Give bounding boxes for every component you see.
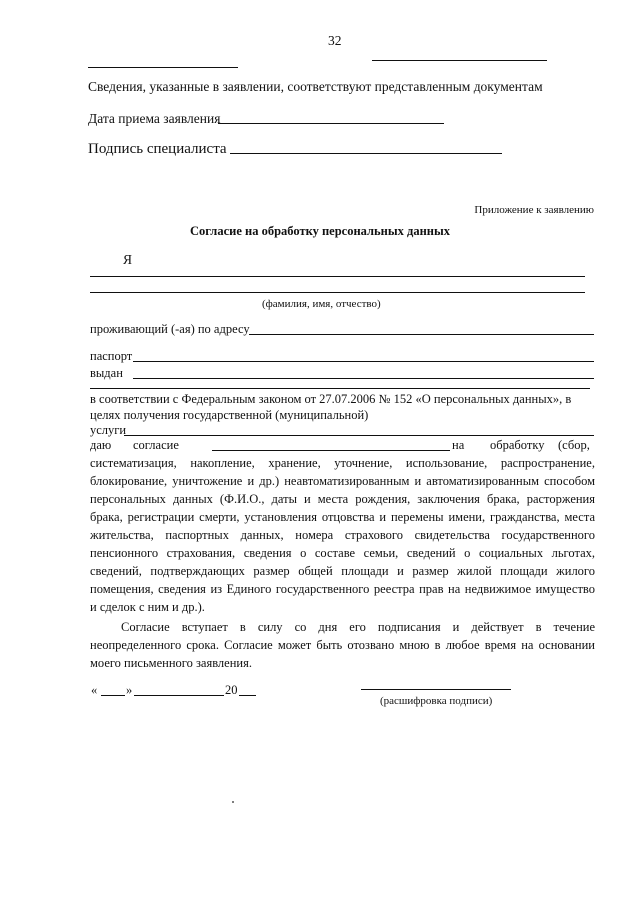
top-right-line: [372, 60, 547, 61]
date-label: Дата приема заявления: [88, 111, 221, 126]
services-line[interactable]: [124, 435, 594, 436]
day-line[interactable]: [101, 695, 125, 696]
body-line: жительства, паспортных данных, номера страхового свидетельства государственного: [90, 528, 595, 542]
consent-word: согласие: [133, 438, 179, 452]
year-line[interactable]: [239, 695, 256, 696]
page-number: 32: [328, 33, 342, 48]
body-line: сведений, подтверждающих размер общей площади и размер жилой площади жилого: [90, 564, 595, 578]
validity-line: неопределенного срока. Согласие может быть отозвано мною в любое время на основании: [90, 638, 595, 652]
body-line: пенсионного страхования, сведения о составе семьи, сведений о социальных льготах,: [90, 546, 595, 560]
issued-line[interactable]: [133, 378, 594, 379]
validity-line-last: моего письменного заявления.: [90, 656, 252, 670]
on-word: на: [452, 438, 465, 452]
body-line: персональных данных (Ф.И.О., даты и места рождения, заключения брака, расторжения: [90, 492, 595, 506]
fio-line-2[interactable]: [90, 292, 585, 293]
quote-open: «: [91, 683, 98, 697]
address-label: проживающий (-ая) по адресу: [90, 322, 250, 336]
decode-line[interactable]: [361, 689, 511, 690]
law-line-2: целях получения государственной (муниципальной): [90, 408, 369, 422]
specialist-label: Подпись специалиста: [88, 141, 227, 157]
consent-line[interactable]: [212, 450, 450, 451]
body-line: помещения, сведения из Единого государственного реестра прав на недвижимое имущество: [90, 582, 595, 596]
passport-label: паспорт: [90, 349, 133, 363]
processing-word: обработку: [490, 438, 545, 452]
fio-caption: (фамилия, имя, отчество): [262, 298, 381, 310]
header-statement: Сведения, указанные в заявлении, соответствуют представленным документам: [88, 79, 543, 94]
scan-speck: [232, 801, 234, 803]
issued-label: выдан: [90, 366, 123, 380]
validity-line: Согласие вступает в силу со дня его подписания и действует в течение: [121, 620, 595, 634]
give-word: даю: [90, 438, 112, 452]
issued-line-2[interactable]: [90, 388, 590, 389]
quote-close: »: [126, 683, 133, 697]
year-prefix: 20: [225, 683, 238, 697]
passport-line[interactable]: [133, 361, 594, 362]
fio-line-1[interactable]: [90, 276, 585, 277]
body-line: систематизация, накопление, хранение, уточнение, использование, распространение,: [90, 456, 595, 470]
document-title: Согласие на обработку персональных данных: [189, 224, 450, 238]
law-line-1: в соответствии с Федеральным законом от 27.07.2006 № 152 «О персональных данных», в: [90, 392, 572, 406]
body-line: брака, регистрации смерти, установления отцовства и перемены имени, гражданства, места: [90, 510, 595, 524]
i-label: Я: [123, 252, 133, 267]
body-line: блокирование, уничтожение и др.) неавтоматизированным и автоматизированным способом: [90, 474, 595, 488]
specialist-line[interactable]: [230, 153, 502, 154]
body-line-last: и сделок с ним и др.).: [90, 600, 205, 614]
services-label: услуги: [90, 423, 127, 437]
address-line[interactable]: [249, 334, 594, 335]
top-left-line: [88, 67, 238, 68]
sbor-word: (сбор,: [558, 438, 590, 452]
date-line[interactable]: [218, 123, 444, 124]
appendix-label: Приложение к заявлению: [474, 204, 594, 216]
month-line[interactable]: [134, 695, 224, 696]
decode-caption: (расшифровка подписи): [380, 695, 493, 707]
